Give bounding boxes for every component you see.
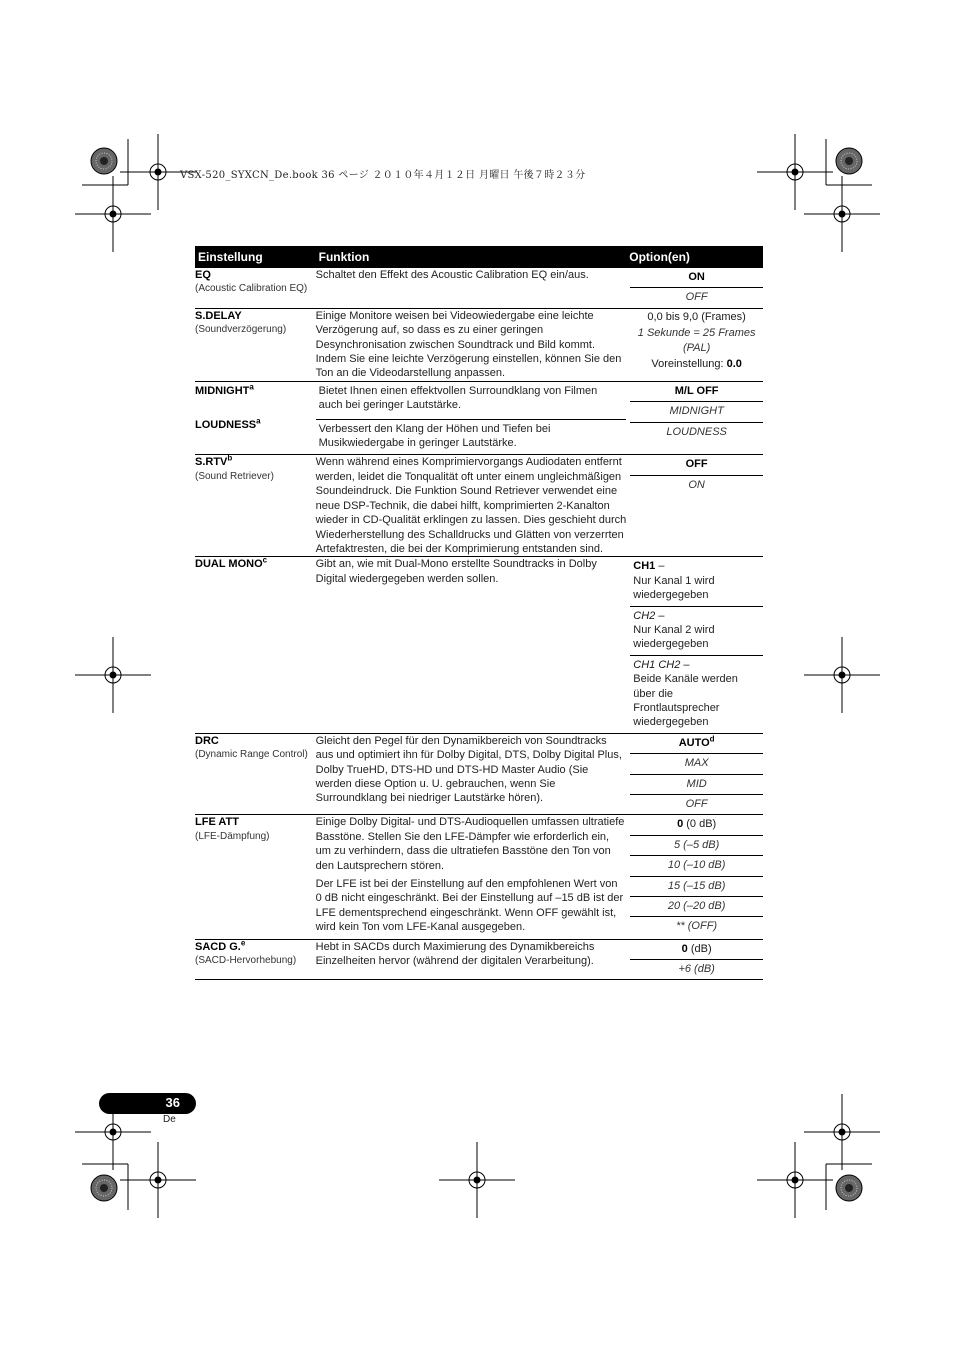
option-value: OFF — [685, 291, 708, 304]
column-header-optionen: Option(en) — [626, 246, 763, 268]
setting-name: DRC — [195, 734, 219, 747]
setting-name: S.DELAY — [195, 309, 242, 322]
setting-name-text: LOUDNESS — [195, 419, 257, 432]
setting-subtitle: (Sound Retriever) — [195, 470, 274, 482]
setting-subtitle: (Dynamic Range Control) — [195, 749, 308, 761]
table-row-dualmono — [195, 557, 763, 733]
option-label: CH1 — [633, 560, 656, 573]
option-value: 15 (–15 dB) — [630, 877, 763, 897]
option-label: AUTO — [678, 736, 710, 749]
book-header-line: VSX-520_SYXCN_De.book 36 ページ ２０１０年４月１２日 月曜日 午後７時２３分 — [180, 170, 586, 181]
setting-subtitle: (Acoustic Calibration EQ) — [195, 283, 308, 295]
option-value — [630, 734, 763, 754]
table-row-drc — [195, 733, 763, 815]
table-header-row — [195, 246, 763, 268]
option-value: MAX — [630, 754, 763, 774]
footnote-marker: c — [262, 555, 268, 565]
setting-name-text: SACD G. — [195, 940, 241, 953]
option-unit: (0 dB) — [683, 818, 717, 831]
option-unit: (dB) — [687, 942, 712, 955]
option-value — [630, 940, 763, 960]
option-description: Nur Kanal 1 wird wiedergegeben — [633, 574, 715, 602]
option-ch1-ch2 — [630, 656, 763, 733]
option-value: 0,0 bis 9,0 (Frames) — [647, 310, 746, 323]
settings-table — [195, 246, 763, 980]
option-value: +6 (dB) — [678, 963, 715, 976]
table-row-eq — [195, 268, 763, 308]
function-text: Wenn während eines Komprimiervorgangs Audiodaten entfernt werden, leidet die Tonqualität oft unter einem ungleichmäßigen Soundeindruck. Die Funktion Sound Retriever verwendet eine neue DSP-Technik, die dabei hilft, komprimierten 2-Kanalton wieder in CD-Qualität erklingen zu lassen. Dies geschieht durch Wiederherstellung des Schalldrucks und Glätten von verzerrten Artefaktresten, die bei der Komprimierung entstanden sind. — [315, 456, 627, 555]
setting-name — [195, 384, 316, 398]
table-row-sacd — [195, 939, 763, 980]
option-value: MID — [630, 775, 763, 795]
setting-name: LFE ATT — [195, 816, 239, 829]
function-text: Gibt an, wie mit Dual-Mono erstellte Soundtracks in Dolby Digital wiedergegeben werden sollen. — [316, 557, 627, 733]
option-default — [630, 356, 763, 372]
setting-name-text: DUAL MONO — [195, 558, 263, 571]
function-text: Hebt in SACDs durch Maximierung des Dynamikbereichs Einzelheiten hervor (während der digitalen Verarbeitung). — [316, 939, 627, 980]
table-row-sdelay — [195, 308, 763, 381]
option-value: 10 (–10 dB) — [630, 856, 763, 876]
option-value: MIDNIGHT — [630, 402, 763, 422]
function-text: Schaltet den Effekt des Acoustic Calibration EQ ein/aus. — [316, 268, 627, 308]
footnote-marker: b — [227, 453, 233, 463]
option-description: Beide Kanäle werden über die Frontlautsprecher wiedergegeben — [633, 673, 738, 729]
option-label: CH1 CH2 – — [633, 658, 690, 671]
setting-subtitle: (Soundverzögerung) — [195, 324, 287, 336]
option-value: M/L OFF — [630, 382, 763, 402]
footnote-marker: a — [249, 382, 254, 392]
setting-name-text: S.RTV — [195, 456, 228, 469]
option-value: 5 (–5 dB) — [630, 836, 763, 856]
setting-name-text: MIDNIGHT — [195, 384, 250, 397]
footnote-marker: e — [240, 938, 246, 947]
function-text — [316, 815, 627, 939]
function-paragraph: Einige Dolby Digital- und DTS-Audioquellen umfassen ultratiefe Basstöne. Stellen Sie den LFE-Dämpfer wie erforderlich ein, um zu verhindern, dass die ultratiefen Basstöne den Ton von den Lautsprechern stören. — [315, 816, 625, 872]
setting-subtitle: (SACD-Hervorhebung) — [195, 955, 297, 967]
table-row-srtv — [195, 455, 763, 557]
setting-name — [195, 940, 316, 954]
table-row-midnight-loudness — [195, 381, 763, 455]
option-value: 1 Sekunde = 25 Frames (PAL) — [637, 327, 756, 354]
option-value: 20 (–20 dB) — [630, 897, 763, 917]
option-number: 0 — [681, 942, 688, 955]
setting-name — [195, 455, 316, 469]
footnote-marker: d — [709, 734, 715, 744]
function-paragraph: Der LFE ist bei der Einstellung auf den empfohlenen Wert von 0 dB nicht eingeschränkt. Bei der Einstellung auf –15 dB ist der LFE dementsprechend eingeschränkt. Wenn OFF gewählt ist, wird kein Ton vom LFE-Kanal ausgegeben. — [315, 878, 624, 934]
function-text: Verbessert den Klang der Höhen und Tiefen bei Musikwiedergabe in geringer Lautstärke. — [316, 419, 627, 455]
table-row-lfeatt — [195, 815, 763, 939]
option-ch1 — [630, 557, 763, 606]
function-text: Gleicht den Pegel für den Dynamikbereich von Soundtracks aus und optimiert ihn für Dolby Digital, DTS, Dolby Digital Plus, Dolby TrueHD, DTS-HD und DTS-HD Master Audio (Sie werden diese Option u. U. gebrauchen, wenn Sie Surroundklang bei niedriger Lautstärke hören). — [316, 733, 627, 815]
page-number-badge: 36 — [99, 1093, 196, 1114]
setting-name — [195, 557, 316, 571]
option-value: OFF — [630, 455, 763, 475]
option-value: ON — [688, 478, 705, 491]
setting-name — [195, 418, 316, 432]
function-text: Einige Monitore weisen bei Videowiedergabe eine leichte Verzögerung auf, so dass es zu einer geringen Desynchronisation zwischen Soundtrack und Bild kommt. Indem Sie eine leichte Verzögerung einstellen, können Sie den Ton an die Videodarstellung anpassen. — [316, 308, 627, 381]
option-ch2 — [630, 607, 763, 656]
default-label: Voreinstellung: — [651, 358, 724, 371]
option-value: LOUDNESS — [666, 425, 727, 438]
option-value: ON — [630, 268, 763, 288]
footnote-marker: a — [256, 416, 261, 426]
option-label: CH2 – — [633, 609, 665, 622]
option-description: Nur Kanal 2 wird wiedergegeben — [633, 623, 715, 651]
function-text: Bietet Ihnen einen effektvollen Surroundklang von Filmen auch bei geringer Lautstärke. — [318, 384, 598, 412]
option-number: 0 — [677, 818, 684, 831]
option-value: OFF — [685, 798, 708, 810]
option-dash: – — [655, 560, 665, 573]
setting-name: EQ — [195, 269, 211, 281]
setting-subtitle: (LFE-Dämpfung) — [195, 830, 270, 842]
column-header-funktion: Funktion — [316, 246, 627, 268]
option-value: ** (OFF) — [676, 920, 718, 933]
option-value — [630, 815, 763, 835]
language-code: De — [163, 1114, 176, 1125]
column-header-einstellung: Einstellung — [195, 246, 316, 268]
default-value: 0.0 — [726, 358, 742, 371]
